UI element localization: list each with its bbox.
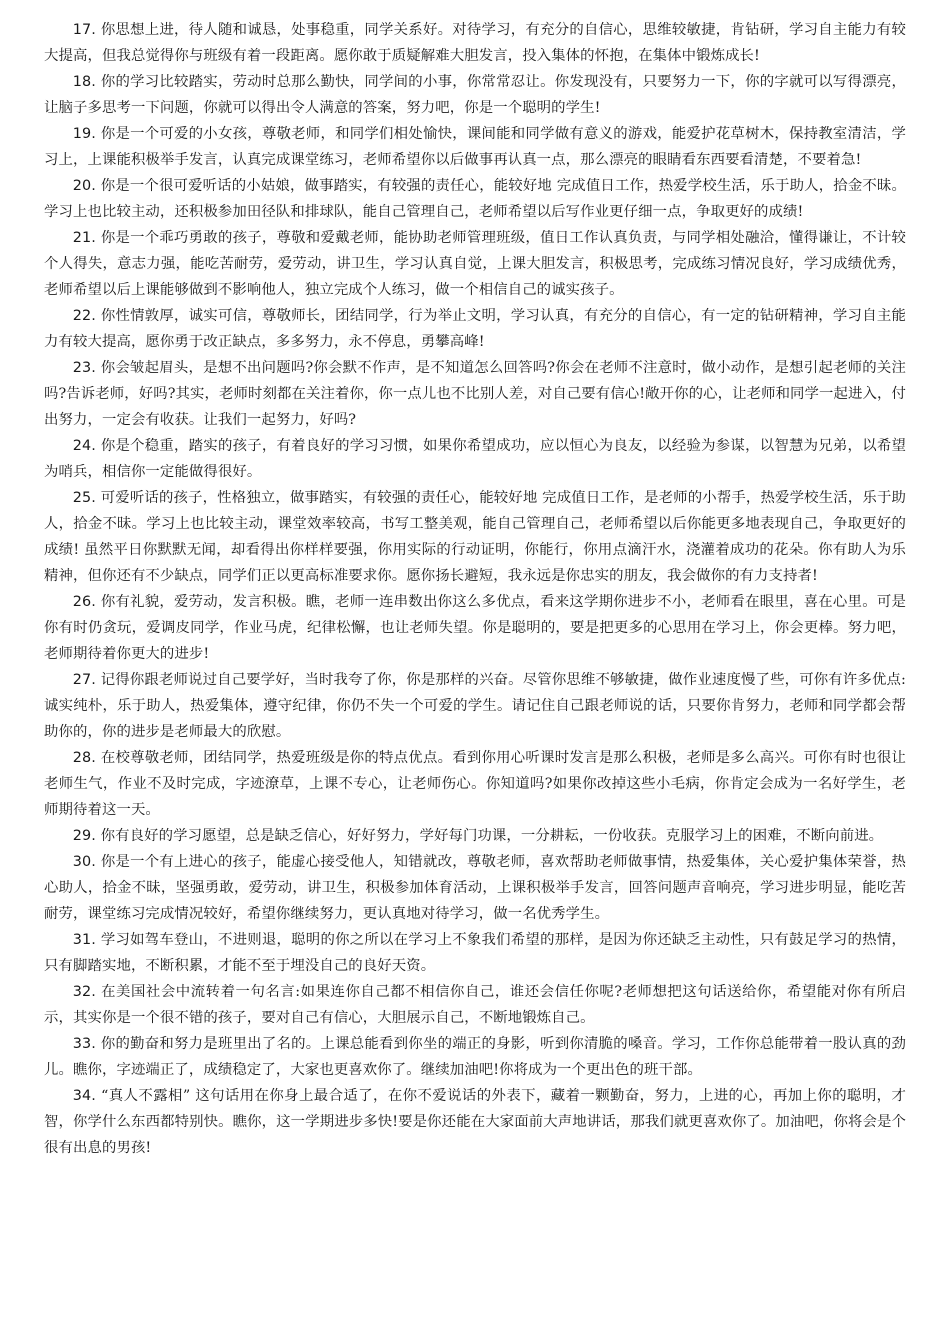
comment-27 [44,667,906,745]
comment-text: 你有良好的学习愿望，总是缺乏信心，好好努力，学好每门功课，一分耕耘，一份收获。克服学习上的困难，不断向前进。 [100,828,884,844]
comment-text: 你思想上进，待人随和诚恳，处事稳重，同学关系好。对待学习，有充分的自信心，思维较敏捷，肯钻研，学习自主能力有较大提高，但我总觉得你与班级有着一段距离。愿你敢于质疑解难大胆发言，投入集体的怀抱，在集体中锻炼成长! [44,22,906,64]
comment-text: 你性情敦厚，诚实可信，尊敬师长，团结同学，行为举止文明，学习认真，有充分的自信心，有一定的钻研精神，学习自主能力有较大提高，愿你勇于改正缺点，多多努力，永不停息，勇攀高峰! [44,308,906,350]
comment-number: 29. [72,828,96,844]
comment-33 [44,1031,906,1083]
comment-18 [44,69,906,121]
comment-24 [44,433,906,485]
comment-number: 19. [72,126,96,142]
comment-text: 你是一个乖巧勇敢的孩子，尊敬和爱戴老师，能协助老师管理班级，值日工作认真负责，与同学相处融洽，懂得谦让，不计较个人得失，意志力强，能吃苦耐劳，爱劳动，讲卫生，学习认真自觉，上课大胆发言，积极思考，完成练习情况良好，学习成绩优秀，老师希望以后上课能够做到不影响他人，独立完成个人练习，做一个相信自己的诚实孩子。 [44,230,906,298]
comment-32 [44,979,906,1031]
comment-text: 你是个稳重，踏实的孩子，有着良好的学习习惯，如果你希望成功，应以恒心为良友，以经验为参谋，以智慧为兄弟，以希望为哨兵，相信你一定能做得很好。 [44,438,906,480]
comment-21 [44,225,906,303]
comment-29 [44,823,906,849]
comment-number: 33. [72,1036,96,1052]
comment-number: 34. [72,1088,96,1104]
comment-number: 26. [72,594,96,610]
comment-26 [44,589,906,667]
comment-text: 学习如驾车登山，不进则退，聪明的你之所以在学习上不象我们希望的那样，是因为你还缺乏主动性，只有鼓足学习的热情，只有脚踏实地，不断积累，才能不至于埋没自己的良好天资。 [44,932,906,974]
comment-text: 你会皱起眉头，是想不出问题吗?你会默不作声，是不知道怎么回答吗?你会在老师不注意时，做小动作，是想引起老师的关注吗?告诉老师，好吗?其实，老师时刻都在关注着你，你一点儿也不比别人差，对自己要有信心!敞开你的心，让老师和同学一起进入，付出努力，一定会有收获。让我们一起努力，好吗? [44,360,906,428]
comment-number: 17. [72,22,96,38]
comment-25 [44,485,906,589]
comment-number: 18. [72,74,96,90]
comment-number: 32. [72,984,96,1000]
comment-number: 21. [72,230,96,246]
comment-22 [44,303,906,355]
comment-number: 24. [72,438,96,454]
comment-text: 你是一个有上进心的孩子，能虚心接受他人，知错就改，尊敬老师，喜欢帮助老师做事情，热爱集体，关心爱护集体荣誉，热心助人，拾金不昧，坚强勇敢，爱劳动，讲卫生，积极参加体育活动，上课积极举手发言，回答问题声音响亮，学习进步明显，能吃苦耐劳，课堂练习完成情况较好，希望你继续努力，更认真地对待学习，做一名优秀学生。 [44,854,906,922]
comment-number: 22. [72,308,96,324]
comment-text: 你的学习比较踏实，劳动时总那么勤快，同学间的小事，你常常忍让。你发现没有，只要努力一下，你的字就可以写得漂亮，让脑子多思考一下问题，你就可以得出令人满意的答案，努力吧，你是一个聪明的学生! [44,74,906,116]
comment-number: 28. [72,750,96,766]
comment-31 [44,927,906,979]
comment-number: 20. [72,178,96,194]
comment-text: 在校尊敬老师，团结同学，热爱班级是你的特点优点。看到你用心听课时发言是那么积极，老师是多么高兴。可你有时也很让老师生气，作业不及时完成，字迹潦草，上课不专心，让老师伤心。你知道吗?如果你改掉这些小毛病，你肯定会成为一名好学生，老师期待着这一天。 [44,750,906,818]
comment-text: 记得你跟老师说过自己要学好，当时我夸了你，你是那样的兴奋。尽管你思维不够敏捷，做作业速度慢了些，可你有许多优点:诚实纯朴，乐于助人，热爱集体，遵守纪律，你仍不失一个可爱的学生。请记住自己跟老师说的话，只要你肯努力，老师和同学都会帮助你的，你的进步是老师最大的欣慰。 [44,672,907,740]
comment-30 [44,849,906,927]
comment-number: 25. [72,490,96,506]
comment-text: 你的勤奋和努力是班里出了名的。上课总能看到你坐的端正的身影，听到你清脆的嗓音。学习，工作你总能带着一股认真的劲儿。瞧你，字迹端正了，成绩稳定了，大家也更喜欢你了。继续加油吧!你将成为一个更出色的班干部。 [44,1036,906,1078]
comment-28 [44,745,906,823]
comment-34 [44,1083,906,1161]
comment-text: 你是一个可爱的小女孩，尊敬老师，和同学们相处愉快，课间能和同学做有意义的游戏，能爱护花草树木，保持教室清洁，学习上，上课能积极举手发言，认真完成课堂练习，老师希望你以后做事再认真一点，那么漂亮的眼睛看东西要看清楚，不要着急! [44,126,906,168]
comment-text: 你有礼貌，爱劳动，发言积极。瞧，老师一连串数出你这么多优点，看来这学期你进步不小，老师看在眼里，喜在心里。可是你有时仍贪玩，爱调皮同学，作业马虎，纪律松懈，也让老师失望。你是聪明的，要是把更多的心思用在学习上，你会更棒。努力吧，老师期待着你更大的进步! [44,594,906,662]
comment-19 [44,121,906,173]
comment-20 [44,173,906,225]
comment-number: 31. [72,932,96,948]
comment-text: 可爱听话的孩子，性格独立，做事踏实，有较强的责任心，能较好地 完成值日工作，是老师的小帮手，热爱学校生活，乐于助人，拾金不昧。学习上也比较主动，课堂效率较高，书写工整美观，能自己管理自己，老师希望以后你能更多地表现自己，争取更好的成绩! 虽然平日你默默无闻，却看得出你样样要强，你用实际的行动证明，你能行，你用点滴汗水，浇灌着成功的花朵。你有助人为乐精神，但你还有不少缺点，同学们正以更高标准要求你。愿你扬长避短，我永远是你忠实的朋友，我会做你的有力支持者! [44,490,906,584]
comment-number: 27. [72,672,96,688]
comment-text: 在美国社会中流转着一句名言:如果连你自己都不相信你自己，谁还会信任你呢?老师想把这句话送给你，希望能对你有所启示，其实你是一个很不错的孩子，要对自己有信心，大胆展示自己，不断地锻炼自己。 [44,984,906,1026]
comment-17 [44,17,906,69]
comment-number: 23. [72,360,96,376]
comment-23 [44,355,906,433]
comment-number: 30. [72,854,96,870]
comment-text: “真人不露相” 这句话用在你身上最合适了，在你不爱说话的外表下，藏着一颗勤奋，努力，上进的心，再加上你的聪明，才智，你学什么东西都特别快。瞧你，这一学期进步多快!要是你还能在大家面前大声地讲话，那我们就更喜欢你了。加油吧，你将会是个很有出息的男孩! [44,1088,906,1156]
comment-text: 你是一个很可爱听话的小姑娘，做事踏实，有较强的责任心，能较好地 完成值日工作，热爱学校生活，乐于助人，拾金不昧。学习上也比较主动，还积极参加田径队和排球队，能自己管理自己，老师希望以后写作业更仔细一点，争取更好的成绩! [44,178,906,220]
